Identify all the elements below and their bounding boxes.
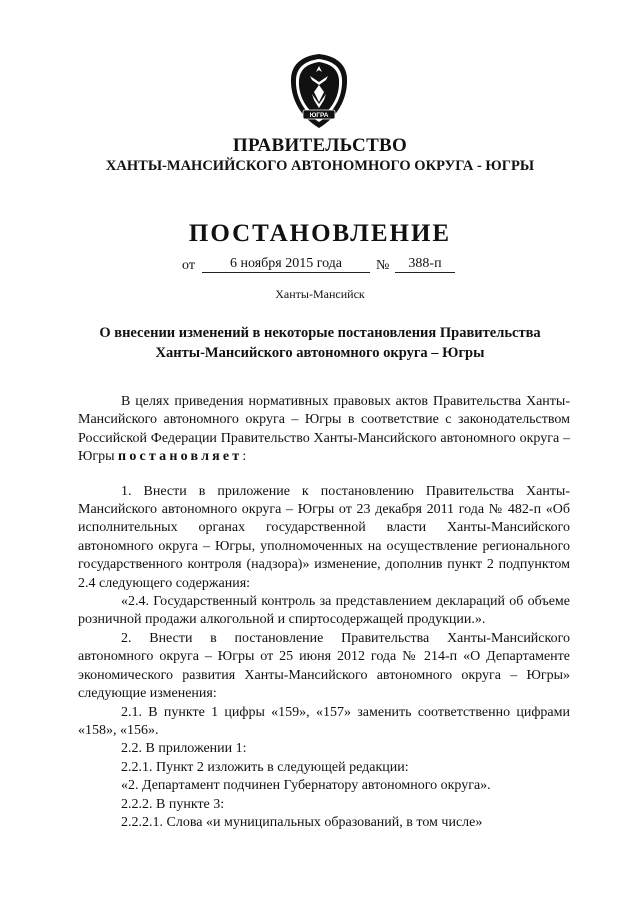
paragraph-1: 1. Внести в приложение к постановлению Правительства Ханты-Мансийского автономного округа – Югры от 23 декабря 2011 года № 482-п «Об исполнительных органах государственной власти Ханты-Мансийского автономного округа – Югры, уполномоченных на осуществление регионального государственного контроля (надзора)» изменение, дополнив пункт 2 подпунктом 2.4 следующего содержания:: [78, 483, 570, 591]
paragraph-5: 2.2. В приложении 1:: [121, 741, 247, 757]
coat-of-arms-emblem: [286, 52, 352, 130]
date-number-row: [0, 256, 640, 278]
paragraph-7: «2. Департамент подчинен Губернатору автономного округа».: [121, 778, 491, 794]
paragraph-8: 2.2.2. В пункте 3:: [121, 796, 225, 812]
document-body: [78, 393, 570, 832]
document-number: 388-п: [395, 256, 455, 273]
document-date: 6 ноября 2015 года: [202, 256, 370, 273]
document-title: [60, 323, 580, 363]
paragraph-6: 2.2.1. Пункт 2 изложить в следующей редакции:: [121, 759, 409, 775]
resolves-word: постановляет: [118, 449, 243, 465]
title-line-1: О внесении изменений в некоторые постановления Правительства: [99, 325, 541, 341]
government-subtitle: ХАНТЫ-МАНСИЙСКОГО АВТОНОМНОГО ОКРУГА - ЮГРЫ: [105, 158, 535, 174]
number-prefix: №: [376, 258, 390, 273]
city: Ханты-Мансийск: [275, 287, 365, 301]
paragraph-3: 2. Внести в постановление Правительства Ханты-Мансийского автономного округа – Югры от 25 июня 2012 года № 214-п «О Департаменте экономического развития Ханты-Мансийского автономного округа – Югры» следующие изменения:: [78, 630, 570, 702]
government-title: ПРАВИТЕЛЬСТВО: [232, 135, 408, 156]
paragraph-9: 2.2.2.1. Слова «и муниципальных образований, в том числе»: [121, 814, 483, 830]
date-prefix: от: [182, 258, 195, 273]
preamble-paragraph: [78, 393, 570, 467]
document-type: ПОСТАНОВЛЕНИЕ: [188, 220, 452, 247]
preamble-colon: :: [242, 449, 247, 465]
paragraph-2: «2.4. Государственный контроль за представлением деклараций об объеме розничной продажи алкогольной и спиртосодержащей продукции.».: [78, 594, 570, 628]
paragraph-4: 2.1. В пункте 1 цифры «159», «157» заменить соответственно цифрами «158», «156».: [78, 704, 570, 738]
title-line-2: Ханты-Мансийского автономного округа – Югры: [155, 345, 485, 361]
emblem-text: ЮГРА: [309, 112, 329, 119]
preamble-text: В целях приведения нормативных правовых актов Правительства Ханты-Мансийского автономного округа – Югры в соответствие с законодательством Российской Федерации Правительство Ханты-Мансийского автономного округа – Югры: [78, 394, 570, 465]
